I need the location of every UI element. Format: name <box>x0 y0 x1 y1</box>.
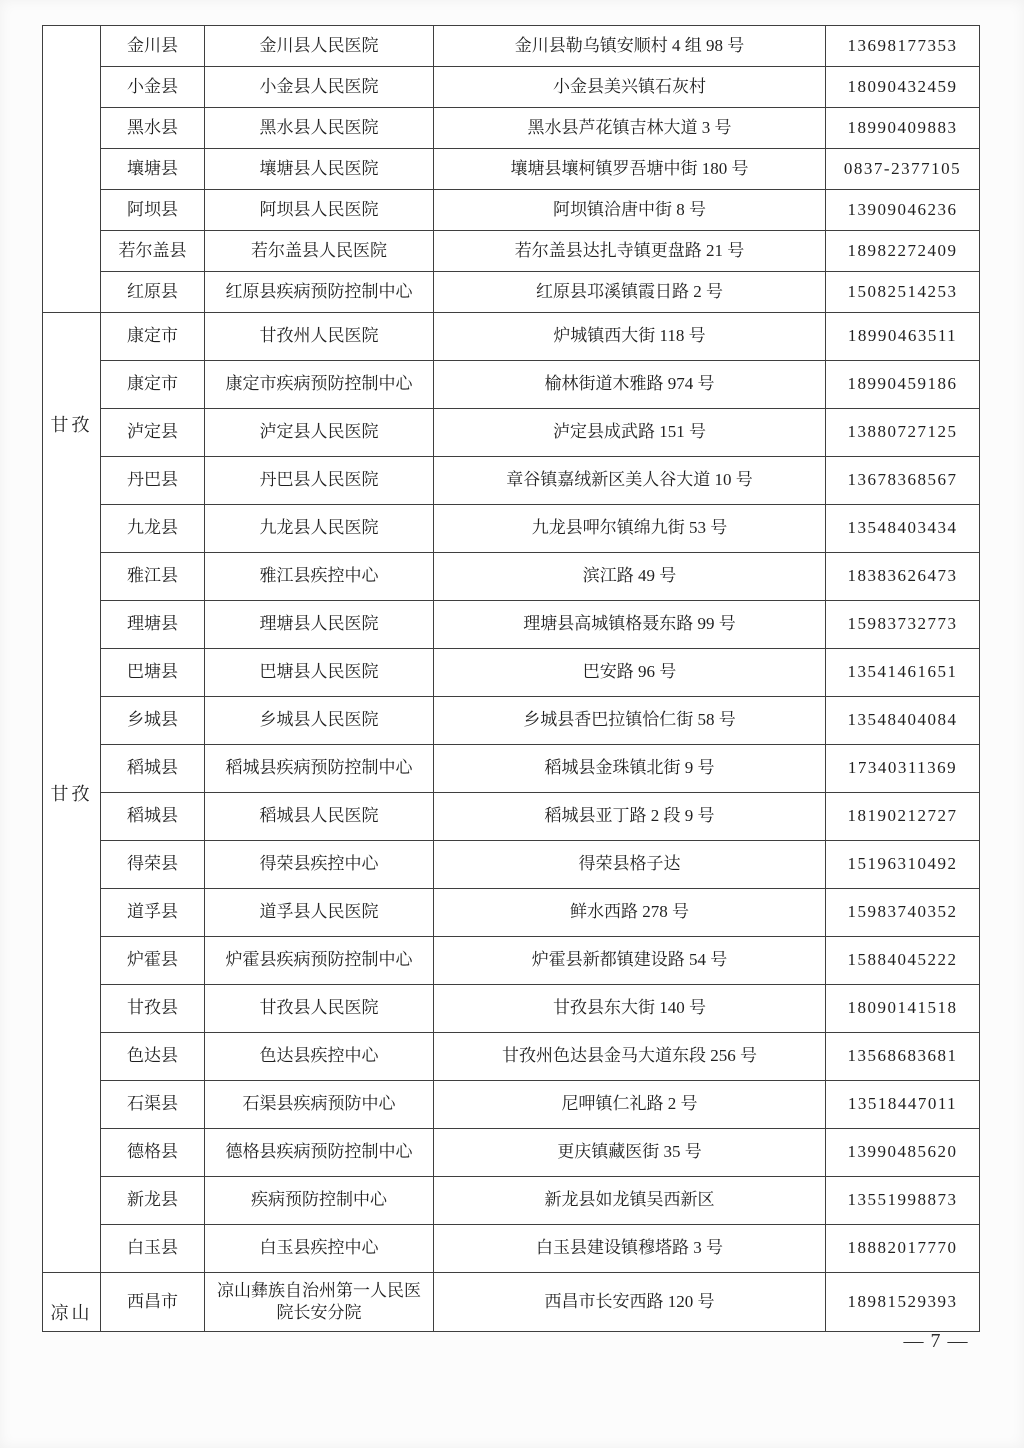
address-cell: 白玉县建设镇穆塔路 3 号 <box>433 1225 825 1272</box>
phone-cell: 13541461651 <box>825 649 979 696</box>
phone-cell: 18990463511 <box>825 313 979 360</box>
county-cell: 巴塘县 <box>127 662 178 682</box>
address-cell: 巴安路 96 号 <box>433 649 825 696</box>
contact-table <box>42 25 980 1332</box>
county-cell: 金川县 <box>127 35 178 55</box>
institution-cell: 红原县疾病预防控制中心 <box>204 272 433 312</box>
county-cell: 白玉县 <box>127 1238 178 1258</box>
institution-cell: 康定市疾病预防控制中心 <box>204 361 433 408</box>
address-cell: 稻城县金珠镇北街 9 号 <box>433 745 825 792</box>
county-cell: 阿坝县 <box>127 199 178 219</box>
institution-cell: 甘孜州人民医院 <box>204 313 433 360</box>
county-cell: 康定市 <box>127 326 178 346</box>
group-rows <box>101 1273 979 1331</box>
address-cell: 甘孜州色达县金马大道东段 256 号 <box>433 1033 825 1080</box>
table-row <box>101 1080 979 1128</box>
page-number: — 7 — <box>903 1330 969 1352</box>
phone-cell: 18190212727 <box>825 793 979 840</box>
table-row <box>101 1176 979 1224</box>
prefecture-cell <box>43 313 101 1272</box>
phone-cell: 18982272409 <box>825 231 979 271</box>
phone-cell: 18981529393 <box>825 1273 979 1331</box>
table-row <box>101 552 979 600</box>
phone-cell: 18990459186 <box>825 361 979 408</box>
table-row <box>101 189 979 230</box>
address-cell: 乡城县香巴拉镇恰仁街 58 号 <box>433 697 825 744</box>
table-row <box>101 984 979 1032</box>
county-cell: 黑水县 <box>127 117 178 137</box>
county-cell: 九龙县 <box>127 518 178 538</box>
institution-cell: 乡城县人民医院 <box>204 697 433 744</box>
phone-cell: 13909046236 <box>825 190 979 230</box>
phone-cell: 13548403434 <box>825 505 979 552</box>
institution-cell: 白玉县疾控中心 <box>204 1225 433 1272</box>
county-cell: 稻城县 <box>127 758 178 778</box>
institution-cell: 黑水县人民医院 <box>204 108 433 148</box>
address-cell: 更庆镇藏医街 35 号 <box>433 1129 825 1176</box>
group-rows <box>101 26 979 312</box>
address-cell: 金川县勒乌镇安顺村 4 组 98 号 <box>433 26 825 66</box>
county-cell: 稻城县 <box>127 806 178 826</box>
phone-cell: 17340311369 <box>825 745 979 792</box>
institution-cell: 小金县人民医院 <box>204 67 433 107</box>
prefecture-label: 甘孜 <box>50 415 93 435</box>
institution-cell: 九龙县人民医院 <box>204 505 433 552</box>
prefecture-cell <box>43 1273 101 1331</box>
address-cell: 滨江路 49 号 <box>433 553 825 600</box>
table-row <box>101 744 979 792</box>
phone-cell: 13880727125 <box>825 409 979 456</box>
institution-cell: 雅江县疾控中心 <box>204 553 433 600</box>
phone-cell: 13548404084 <box>825 697 979 744</box>
address-cell: 九龙县呷尔镇绵九街 53 号 <box>433 505 825 552</box>
table-row <box>101 1032 979 1080</box>
table-group <box>43 1272 979 1331</box>
county-cell: 丹巴县 <box>127 470 178 490</box>
phone-cell: 13518447011 <box>825 1081 979 1128</box>
table-row <box>101 107 979 148</box>
institution-cell: 巴塘县人民医院 <box>204 649 433 696</box>
phone-cell: 18090432459 <box>825 67 979 107</box>
institution-cell: 德格县疾病预防控制中心 <box>204 1129 433 1176</box>
phone-cell: 13990485620 <box>825 1129 979 1176</box>
address-cell: 红原县邛溪镇霞日路 2 号 <box>433 272 825 312</box>
county-cell: 康定市 <box>127 374 178 394</box>
table-row <box>101 271 979 312</box>
table-row <box>101 504 979 552</box>
institution-cell: 泸定县人民医院 <box>204 409 433 456</box>
group-rows <box>101 313 979 1272</box>
institution-cell: 色达县疾控中心 <box>204 1033 433 1080</box>
table-row <box>101 1224 979 1272</box>
institution-cell: 理塘县人民医院 <box>204 601 433 648</box>
institution-cell: 炉霍县疾病预防控制中心 <box>204 937 433 984</box>
phone-cell: 15082514253 <box>825 272 979 312</box>
table-row <box>101 600 979 648</box>
address-cell: 鲜水西路 278 号 <box>433 889 825 936</box>
phone-cell: 15983732773 <box>825 601 979 648</box>
table-row <box>101 936 979 984</box>
table-row <box>101 840 979 888</box>
table-row <box>101 1128 979 1176</box>
institution-cell: 甘孜县人民医院 <box>204 985 433 1032</box>
county-cell: 道孚县 <box>127 902 178 922</box>
county-cell: 红原县 <box>127 281 178 301</box>
address-cell: 甘孜县东大街 140 号 <box>433 985 825 1032</box>
table-row <box>101 792 979 840</box>
phone-cell: 18990409883 <box>825 108 979 148</box>
county-cell: 西昌市 <box>127 1291 178 1311</box>
address-cell: 泸定县成武路 151 号 <box>433 409 825 456</box>
address-cell: 新龙县如龙镇吴西新区 <box>433 1177 825 1224</box>
phone-cell: 13678368567 <box>825 457 979 504</box>
phone-cell: 18090141518 <box>825 985 979 1032</box>
phone-cell: 13698177353 <box>825 26 979 66</box>
table-row <box>101 360 979 408</box>
address-cell: 西昌市长安西路 120 号 <box>433 1273 825 1331</box>
prefecture-label: 凉山 <box>50 1303 93 1323</box>
institution-cell: 凉山彝族自治州第一人民医院长安分院 <box>204 1273 433 1331</box>
county-cell: 若尔盖县 <box>118 240 187 260</box>
institution-cell: 得荣县疾控中心 <box>204 841 433 888</box>
county-cell: 得荣县 <box>127 854 178 874</box>
table-row <box>101 148 979 189</box>
prefecture-label: 甘孜 <box>50 784 93 804</box>
prefecture-cell <box>43 26 101 312</box>
table-row <box>101 26 979 66</box>
table-row <box>101 456 979 504</box>
institution-cell: 稻城县人民医院 <box>204 793 433 840</box>
county-cell: 理塘县 <box>127 614 178 634</box>
address-cell: 榆林街道木雅路 974 号 <box>433 361 825 408</box>
address-cell: 壤塘县壤柯镇罗吾塘中街 180 号 <box>433 149 825 189</box>
institution-cell: 丹巴县人民医院 <box>204 457 433 504</box>
address-cell: 章谷镇嘉绒新区美人谷大道 10 号 <box>433 457 825 504</box>
county-cell: 雅江县 <box>127 566 178 586</box>
county-cell: 甘孜县 <box>127 998 178 1018</box>
address-cell: 阿坝镇洽唐中街 8 号 <box>433 190 825 230</box>
address-cell: 炉城镇西大街 118 号 <box>433 313 825 360</box>
table-row <box>101 696 979 744</box>
phone-cell: 18882017770 <box>825 1225 979 1272</box>
table-row <box>101 66 979 107</box>
county-cell: 炉霍县 <box>127 950 178 970</box>
table-group <box>43 26 979 312</box>
table-row <box>101 648 979 696</box>
county-cell: 壤塘县 <box>127 158 178 178</box>
table-row <box>101 230 979 271</box>
institution-cell: 稻城县疾病预防控制中心 <box>204 745 433 792</box>
address-cell: 小金县美兴镇石灰村 <box>433 67 825 107</box>
institution-cell: 金川县人民医院 <box>204 26 433 66</box>
county-cell: 乡城县 <box>127 710 178 730</box>
institution-cell: 壤塘县人民医院 <box>204 149 433 189</box>
county-cell: 新龙县 <box>127 1190 178 1210</box>
institution-cell: 疾病预防控制中心 <box>204 1177 433 1224</box>
address-cell: 若尔盖县达扎寺镇更盘路 21 号 <box>433 231 825 271</box>
table-row <box>101 888 979 936</box>
address-cell: 理塘县高城镇格聂东路 99 号 <box>433 601 825 648</box>
table-row <box>101 313 979 360</box>
county-cell: 色达县 <box>127 1046 178 1066</box>
table-group <box>43 312 979 1272</box>
phone-cell: 15196310492 <box>825 841 979 888</box>
institution-cell: 道孚县人民医院 <box>204 889 433 936</box>
table-row <box>101 408 979 456</box>
phone-cell: 18383626473 <box>825 553 979 600</box>
table-row <box>101 1273 979 1331</box>
phone-cell: 15884045222 <box>825 937 979 984</box>
phone-cell: 13551998873 <box>825 1177 979 1224</box>
institution-cell: 若尔盖县人民医院 <box>204 231 433 271</box>
address-cell: 得荣县格子达 <box>433 841 825 888</box>
phone-cell: 15983740352 <box>825 889 979 936</box>
institution-cell: 石渠县疾病预防中心 <box>204 1081 433 1128</box>
county-cell: 石渠县 <box>127 1094 178 1114</box>
phone-cell: 0837-2377105 <box>825 149 979 189</box>
address-cell: 稻城县亚丁路 2 段 9 号 <box>433 793 825 840</box>
county-cell: 德格县 <box>127 1142 178 1162</box>
phone-cell: 13568683681 <box>825 1033 979 1080</box>
address-cell: 黑水县芦花镇吉林大道 3 号 <box>433 108 825 148</box>
county-cell: 小金县 <box>127 76 178 96</box>
address-cell: 尼呷镇仁礼路 2 号 <box>433 1081 825 1128</box>
address-cell: 炉霍县新都镇建设路 54 号 <box>433 937 825 984</box>
institution-cell: 阿坝县人民医院 <box>204 190 433 230</box>
county-cell: 泸定县 <box>127 422 178 442</box>
